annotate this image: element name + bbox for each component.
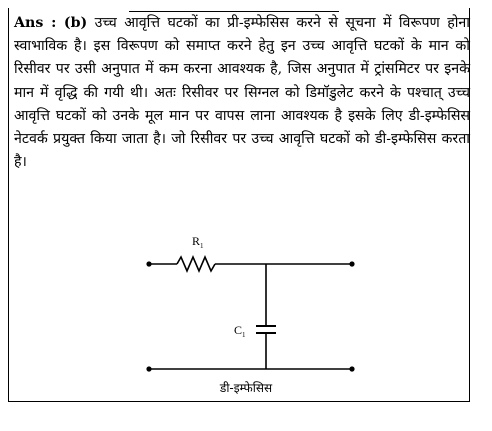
answer-paragraph [14,12,470,174]
output-terminal-bottom [349,366,354,371]
capacitor-label: $C_1$ [234,323,246,339]
de-emphasis-circuit [130,233,380,393]
input-terminal-bottom [146,366,151,371]
diagram-caption: डी-इम्फेसिस [219,381,273,395]
resistor-r1 [177,257,215,271]
answer-option: (b) [63,15,88,31]
answer-label: Ans : [14,15,57,31]
input-terminal-top [146,261,151,266]
resistor-label: $R_1$ [192,234,204,250]
answer-body: उच्च आवृत्ति घटकों का प्री-इम्फेसिस करने से सूचना में विरूपण होना स्वाभाविक है। इस विरूपण को समाप्त करने हेतु इन उच्च आवृत्ति घटकों के मान को रिसीवर पर उसी अनुपात में कम करना आवश्यक है, जिस अनुपात में ट्रांसमिटर पर इनके मान में वृद्धि की गयी थी। अतः रिसीवर पर सिग्नल को डिमॉडुलेट करने के पश्चात् उच्च आवृत्ति घटकों को उनके मूल मान पर वापस लाना आवश्यक है इसके लिए डी-इम्फेसिस नेटवर्क प्रयुक्त किया जाता है। जो रिसीवर पर उच्च आवृत्ति घटकों को डी-इम्फेसिस करता है। [14,15,470,171]
output-terminal-top [349,261,354,266]
